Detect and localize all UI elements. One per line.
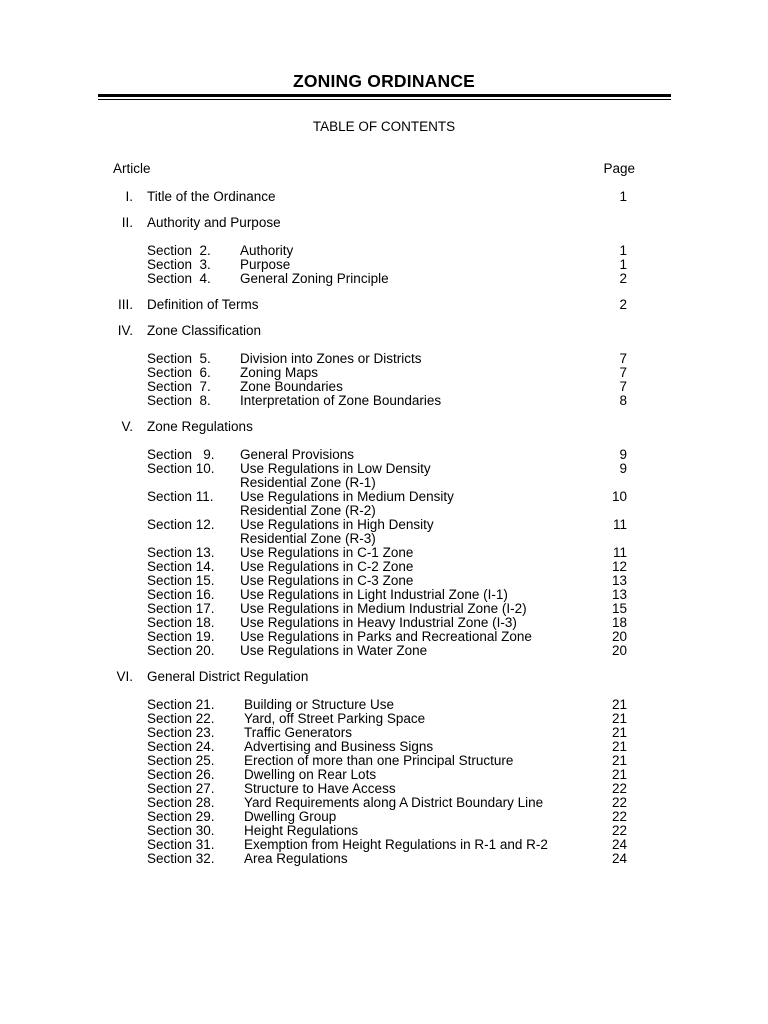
article-title: Title of the Ordinance [147,189,276,204]
title-rule-thick [98,94,671,97]
section-title: Yard Requirements along A District Boundary Line [244,795,544,810]
section-title: Interpretation of Zone Boundaries [240,393,442,408]
section-label: Section 7. [147,379,211,394]
article-title: Definition of Terms [147,297,259,312]
section-page: 21 [611,753,627,768]
section-title: Use Regulations in High Density [240,517,434,532]
section-title: Purpose [240,257,291,272]
section-label: Section 23. [147,725,215,740]
article-numeral: V. [121,419,133,434]
section-page: 12 [611,559,627,574]
section-title: Dwelling on Rear Lots [244,767,377,782]
article-page: 2 [619,297,627,312]
toc-heading: TABLE OF CONTENTS [312,119,456,134]
section-page: 13 [611,573,627,588]
section-page: 8 [619,393,627,408]
section-page: 18 [611,615,627,630]
section-title: Structure to Have Access [244,781,396,796]
section-title: Use Regulations in Low Density [240,461,431,476]
title-rule-thin [98,99,671,100]
section-page: 22 [611,823,627,838]
section-title: Exemption from Height Regulations in R-1 and R-2 [244,837,548,852]
section-label: Section 18. [147,615,215,630]
section-label: Section 27. [147,781,215,796]
section-label: Section 11. [147,489,214,504]
section-title: Use Regulations in Light Industrial Zone (I-1) [240,587,508,602]
section-page: 7 [619,365,627,380]
article-title: General District Regulation [147,669,309,684]
article-numeral: III. [117,297,133,312]
section-label: Section 28. [147,795,215,810]
section-label: Section 19. [147,629,215,644]
section-title: Use Regulations in C-2 Zone [240,559,414,574]
section-label: Section 31. [147,837,215,852]
section-title: Use Regulations in Water Zone [240,643,428,658]
section-label: Section 32. [147,851,215,866]
section-title: Height Regulations [244,823,359,838]
section-page: 22 [611,795,627,810]
section-label: Section 15. [147,573,215,588]
section-label: Section 3. [147,257,211,272]
section-page: 11 [612,517,627,532]
section-label: Section 5. [147,351,211,366]
section-title: Division into Zones or Districts [240,351,422,366]
section-label: Section 22. [147,711,215,726]
section-label: Section 4. [147,271,211,286]
section-title: Erection of more than one Principal Structure [244,753,514,768]
section-title: Use Regulations in Parks and Recreational Zone [240,629,532,644]
section-title: General Provisions [240,447,355,462]
section-page: 21 [611,711,627,726]
article-title: Zone Classification [147,323,262,338]
section-page: 21 [611,767,627,782]
section-title: Zoning Maps [240,365,319,380]
section-label: Section 25. [147,753,215,768]
section-page: 1 [619,243,627,258]
page-title: ZONING ORDINANCE [292,71,476,91]
section-label: Section 26. [147,767,215,782]
section-page: 9 [619,447,627,462]
section-label: Section 30. [147,823,215,838]
section-title: Authority [240,243,294,258]
article-title: Zone Regulations [147,419,253,434]
page-column-header: Page [603,161,635,176]
section-label: Section 9. [147,447,215,462]
section-page: 20 [611,629,627,644]
section-label: Section 20. [147,643,215,658]
section-label: Section 16. [147,587,215,602]
article-numeral: VI. [116,669,133,684]
section-page: 24 [611,837,627,852]
section-title: Use Regulations in Medium Density [240,489,454,504]
section-label: Section 21. [147,697,215,712]
section-page: 13 [611,587,627,602]
section-title: Use Regulations in Heavy Industrial Zone (I-3) [240,615,517,630]
section-page: 1 [619,257,627,272]
section-page: 10 [611,489,627,504]
section-page: 24 [611,851,627,866]
section-title: Traffic Generators [244,725,353,740]
section-title: Use Regulations in C-3 Zone [240,573,414,588]
section-title: Building or Structure Use [244,697,395,712]
section-title: Yard, off Street Parking Space [244,711,426,726]
section-title: Residential Zone (R-3) [240,531,376,546]
section-page: 15 [611,601,627,616]
section-page: 22 [611,781,627,796]
section-page: 21 [611,739,627,754]
section-page: 2 [619,271,627,286]
section-title: Residential Zone (R-1) [240,475,376,490]
section-label: Section 24. [147,739,215,754]
section-page: 11 [612,545,627,560]
article-numeral: IV. [117,323,133,338]
section-page: 22 [611,809,627,824]
section-label: Section 10. [147,461,215,476]
section-label: Section 17. [147,601,215,616]
article-page: 1 [619,189,627,204]
section-title: Dwelling Group [244,809,337,824]
article-numeral: II. [121,215,133,230]
article-column-header: Article [113,161,151,176]
section-page: 7 [619,379,627,394]
section-page: 7 [619,351,627,366]
article-numeral: I. [125,189,133,204]
section-page: 21 [611,697,627,712]
section-title: Use Regulations in C-1 Zone [240,545,414,560]
section-title: Residential Zone (R-2) [240,503,376,518]
section-label: Section 29. [147,809,215,824]
section-title: General Zoning Principle [240,271,389,286]
section-label: Section 6. [147,365,211,380]
section-title: Area Regulations [244,851,348,866]
section-title: Use Regulations in Medium Industrial Zone (I-2) [240,601,527,616]
section-label: Section 14. [147,559,215,574]
section-title: Advertising and Business Signs [244,739,434,754]
article-title: Authority and Purpose [147,215,281,230]
section-page: 20 [611,643,627,658]
section-label: Section 8. [147,393,211,408]
section-label: Section 13. [147,545,215,560]
section-page: 9 [619,461,627,476]
section-label: Section 2. [147,243,211,258]
section-page: 21 [611,725,627,740]
section-label: Section 12. [147,517,215,532]
section-title: Zone Boundaries [240,379,343,394]
